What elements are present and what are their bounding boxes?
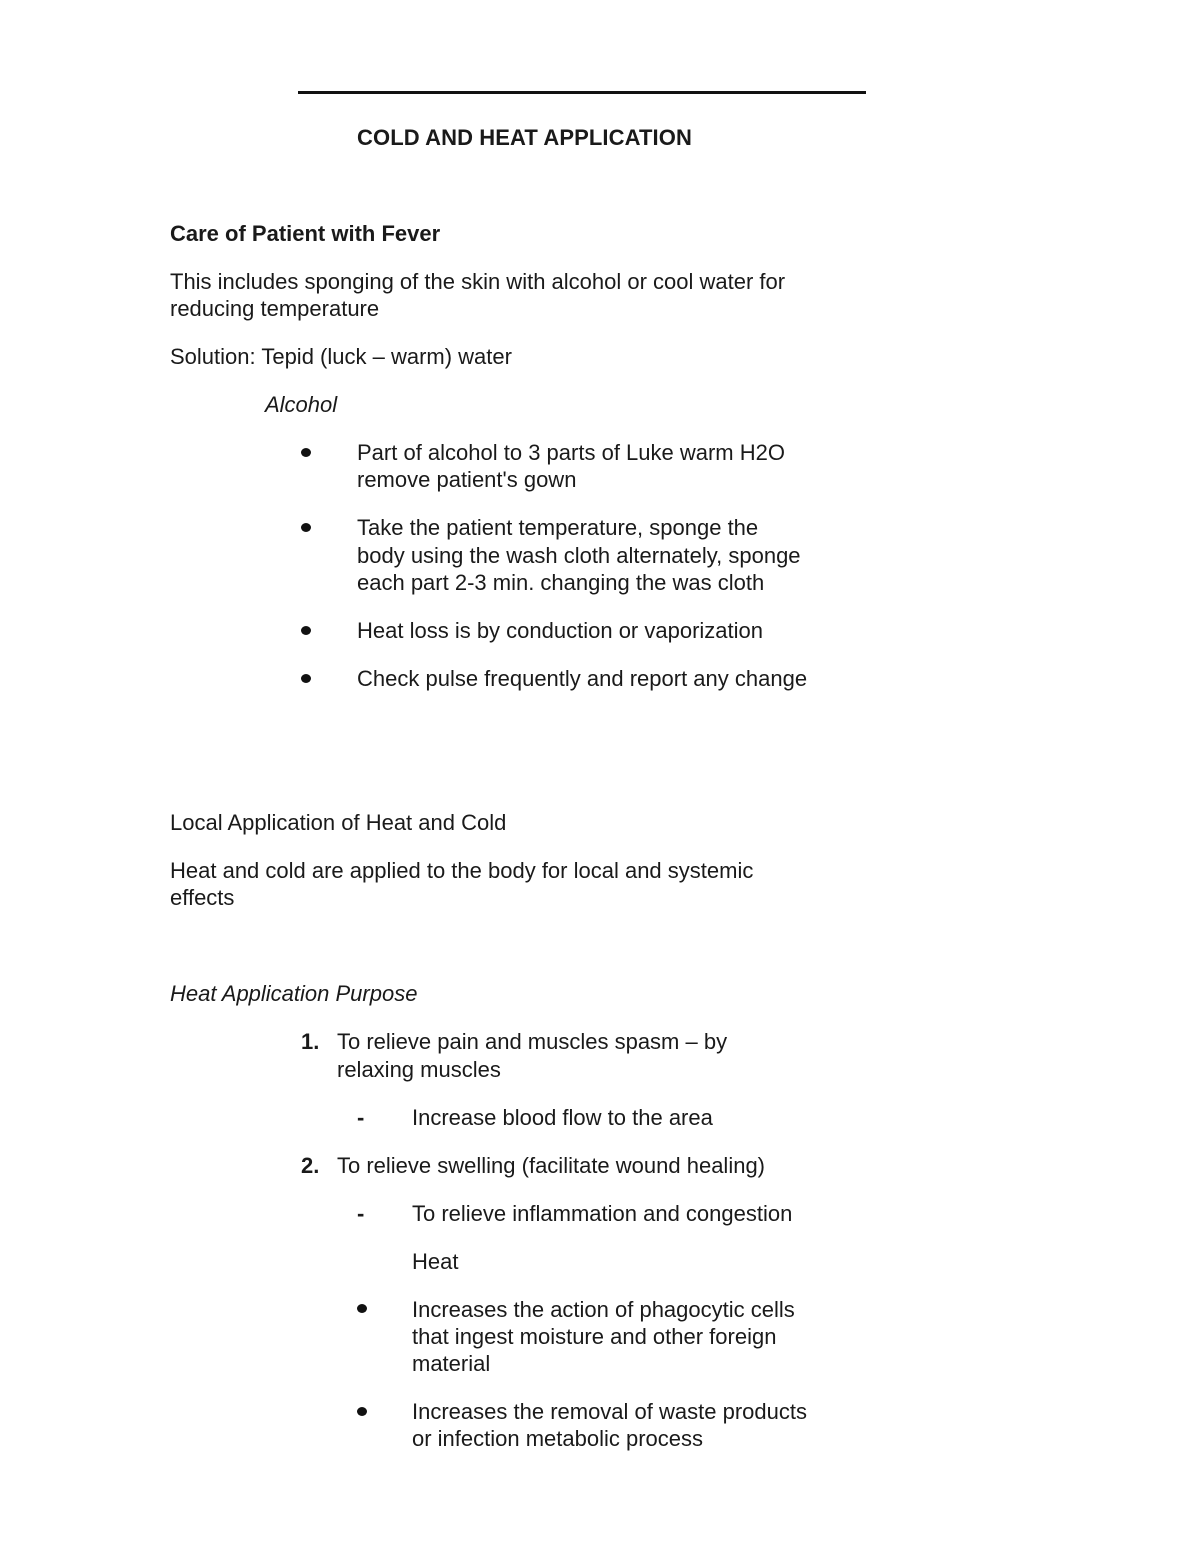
heat-label: Heat xyxy=(412,1249,459,1274)
item-2-number: 2. xyxy=(301,1153,320,1178)
item-1-line1: To relieve pain and muscles spasm – by xyxy=(337,1029,728,1054)
heat-bullet-1-line2: that ingest moisture and other foreign xyxy=(412,1324,777,1349)
item-2-line1: To relieve swelling (facilitate wound healing) xyxy=(337,1153,766,1178)
local-heading: Local Application of Heat and Cold xyxy=(170,810,507,835)
document-title: COLD AND HEAT APPLICATION xyxy=(357,125,692,150)
fever-bullet-2-line2: body using the wash cloth alternately, sponge xyxy=(357,543,801,568)
item-1-sub-text: Increase blood flow to the area xyxy=(412,1105,713,1130)
alcohol-label: Alcohol xyxy=(265,392,338,417)
heat-bullet-1-line3: material xyxy=(412,1351,491,1376)
item-1-sub-marker: - xyxy=(357,1105,365,1130)
item-2-sub-text: To relieve inflammation and congestion xyxy=(412,1201,793,1226)
fever-bullet-2-line3: each part 2-3 min. changing the was cloth xyxy=(357,570,765,595)
heat-bullet-2-line1: Increases the removal of waste products xyxy=(412,1399,807,1424)
bullet-dot-icon xyxy=(301,523,311,532)
fever-bullet-3-line1: Heat loss is by conduction or vaporization xyxy=(357,618,763,643)
bullet-dot-icon xyxy=(301,674,311,683)
solution-text: Solution: Tepid (luck – warm) water xyxy=(170,344,512,369)
item-2-sub-marker: - xyxy=(357,1201,365,1226)
item-1-number: 1. xyxy=(301,1029,320,1054)
heat-purpose-heading: Heat Application Purpose xyxy=(170,981,418,1006)
top-rule xyxy=(298,91,866,94)
bullet-dot-icon xyxy=(357,1304,367,1313)
bullet-dot-icon xyxy=(301,448,311,457)
fever-intro-line1: This includes sponging of the skin with alcohol or cool water for xyxy=(170,269,786,294)
fever-intro-line2: reducing temperature xyxy=(170,296,380,321)
fever-heading: Care of Patient with Fever xyxy=(170,221,441,246)
bullet-dot-icon xyxy=(301,626,311,635)
local-text-line1: Heat and cold are applied to the body for local and systemic xyxy=(170,858,754,883)
local-text-line2: effects xyxy=(170,885,235,910)
fever-bullet-1-line1: Part of alcohol to 3 parts of Luke warm H2O xyxy=(357,440,785,465)
fever-bullet-4-line1: Check pulse frequently and report any change xyxy=(357,666,808,691)
fever-bullet-1-line2: remove patient's gown xyxy=(357,467,577,492)
bullet-dot-icon xyxy=(357,1407,367,1416)
fever-bullet-2-line1: Take the patient temperature, sponge the xyxy=(357,515,759,540)
heat-bullet-2-line2: or infection metabolic process xyxy=(412,1426,704,1451)
heat-bullet-1-line1: Increases the action of phagocytic cells xyxy=(412,1297,795,1322)
item-1-line2: relaxing muscles xyxy=(337,1057,501,1082)
